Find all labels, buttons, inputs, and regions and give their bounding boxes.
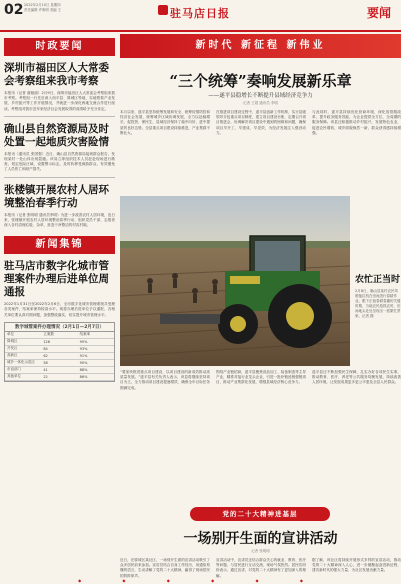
masthead-meta bbox=[24, 3, 61, 13]
tractor-photo bbox=[120, 196, 350, 366]
table-cell: 93% bbox=[79, 346, 88, 351]
bottom-headline[interactable]: 一场别开生面的宣讲活动 bbox=[183, 531, 338, 547]
photo-label: 农忙正当时 bbox=[355, 275, 401, 285]
table-cell: 高新区 bbox=[7, 353, 18, 358]
text-column-2: 在推进项目建设过程中，遂平县创新工作机制，实行县级领导分包重点项目制度，建立项目建设台账，定期召开项目推进会，协调解决项目建设中遇到的困难和问题，确保项目早开工、早建成、早见效，为经济发展注入强劲动力。 bbox=[216, 110, 306, 135]
slogan-banner: 新时代 新征程 新伟业 bbox=[120, 34, 401, 58]
photo-side-caption bbox=[355, 196, 401, 366]
special-bar bbox=[120, 507, 401, 521]
table-cell: 开发区 bbox=[7, 346, 18, 351]
masthead-editor: 责任编辑 许明明 美编 王 bbox=[24, 8, 62, 12]
text-column-1: 本月以来，遂平县坚持统筹发展和安全、统筹疫情防控和经济社会发展、统筹城乡区域协调发展，全力以赴稳增长、促投资、保民生，县域经济保持了稳中向好、进中提质的良好态势。全县重点项目建设持续推进，产业集群不断壮大。 bbox=[120, 110, 210, 135]
table-row bbox=[5, 339, 114, 346]
table-cell: 其他单位 bbox=[7, 374, 21, 379]
table-cell: 62 bbox=[43, 353, 48, 358]
main-headline[interactable]: “三个统筹”奏响发展新乐章 bbox=[169, 72, 352, 90]
table-cell: 126 bbox=[43, 339, 51, 344]
news-banner: 新闻集锦 bbox=[4, 236, 115, 254]
photo-caption: 2月8日，确山县某村农民驾驶拖拉机在田间进行春耕作业。眼下正值春耕春播的关键时期，当地农民抢抓农时，田间地头处处呈现出一派繁忙景象。记者 摄 bbox=[355, 289, 401, 318]
news-body: 2022年1月31日至2022年2月6日，全市数字化城市管理系统共受理各类案件，结案率保持较高水平。现将办理后进单位予以通报，各相关单位要认真对照问题，加强整改落实，切实提升城市管理水平。 bbox=[4, 302, 115, 317]
tractor-photo-illustration bbox=[120, 196, 350, 366]
table-cell: 市直部门 bbox=[7, 367, 21, 372]
text-column-5: 围绕产业链招商，遂平县聚焦食品加工、装备制造等主导产业，精准对接行业龙头企业，引进一批补链延链强链项目，推动产业集群化发展，增强县域经济核心竞争力。 bbox=[216, 370, 306, 385]
section-banner: 时政要闻 bbox=[4, 38, 115, 56]
page-number: 02 bbox=[4, 2, 24, 18]
table-cell: 95% bbox=[79, 339, 88, 344]
text-column-4: “要加快推进重点项目建设，以项目建设的新成效推动高质量发展。”遂平县有关负责人表示，该县将继续坚持项目为王，全力推动项目建设提速增效，确保全年目标任务圆满完成。 bbox=[120, 370, 210, 390]
masthead-date: 2022年2月10日 星期四 bbox=[24, 3, 61, 7]
divider bbox=[4, 177, 115, 178]
table-cell: 22 bbox=[43, 374, 48, 379]
table-row bbox=[5, 374, 114, 381]
table-cell: 90% bbox=[79, 360, 88, 365]
paper-logo-icon bbox=[158, 5, 168, 15]
paper-name: 驻马店日报 bbox=[170, 7, 230, 20]
bottom-byline: 记者 张明明 bbox=[251, 549, 270, 553]
left-column bbox=[2, 34, 117, 584]
table-row bbox=[5, 360, 114, 367]
table-row bbox=[5, 353, 114, 360]
table-cell: 41 bbox=[43, 367, 48, 372]
table-cell: 驿城区 bbox=[7, 339, 18, 344]
article-headline-2[interactable]: 确山县自然资源局及时处置一起地质灾害险情 bbox=[4, 122, 109, 148]
text-column-6: 遂平县还不断加强民生保障，扎实办好各项民生实事，推动教育、医疗、养老等公共服务均衡发展，持续改善人居环境，让发展成果更多更公平惠及全县人民群众。 bbox=[312, 370, 401, 385]
article-headline-1[interactable]: 深圳市福田区人大常委会考察组来我市考察 bbox=[4, 62, 109, 87]
article-body-1: 本报讯（记者 谢娅丽）2月9日，深圳市福田区人大常委会考察组来我市考察。考察组一行先后深入西平县、驿城区等地，实地察看产业发展、乡村振兴等工作开展情况，并就进一步深化两地交流合作进行座谈。考察组对我市近年来经济社会发展取得的成绩给予充分肯定。 bbox=[4, 91, 115, 111]
main-subhead: ——遂平县稳增长不断提升县域经济竞争力 bbox=[208, 93, 313, 99]
table-cell: 立案数 bbox=[43, 332, 54, 337]
news-headline[interactable]: 驻马店市数字化城市管理案件办理后进单位周通报 bbox=[4, 260, 109, 299]
masthead bbox=[0, 0, 401, 32]
table-cell: 84 bbox=[43, 346, 48, 351]
divider bbox=[4, 116, 115, 117]
table-title: 数字城管案件办理情况（2月1日—2月7日） bbox=[5, 323, 114, 332]
table-row bbox=[5, 346, 114, 353]
text-column-7: 近日，在驿城区某社区，一场别开生面的宣讲活动吸引了众多居民前来参加。宣讲员结合自身工作经历，用通俗易懂的语言，生动讲解了党的二十大精神，赢得了现场居民的阵阵掌声。 bbox=[120, 558, 210, 578]
text-column-9: 据了解，该社区将持续开展形式多样的宣讲活动，推动党的二十大精神深入人心，进一步凝聚起奋进新征程、建功新时代的强大力量，为社区发展贡献力量。 bbox=[312, 558, 401, 573]
table-cell: 结案率 bbox=[79, 332, 91, 337]
article-headline-3[interactable]: 张楼镇开展农村人居环境整治春季行动 bbox=[4, 183, 109, 209]
text-column-3: 与此同时，遂平县持续优化营商环境，深化放管服改革，提升政务服务效能，为企业提供全方位、全周期的服务保障。该县还积极推动乡村振兴，发展特色农业，促进农民增收，城乡面貌焕然一新，群众获得感持续增强。 bbox=[312, 110, 401, 135]
special-bar-label: 党的二十大精神进基层 bbox=[190, 507, 330, 521]
table-cell: 58 bbox=[43, 360, 48, 365]
main-byline: 记者 王超 通讯员 李明 bbox=[243, 101, 278, 105]
table-cell: 86% bbox=[79, 374, 88, 379]
table-row bbox=[5, 367, 114, 374]
table-cell: 单位 bbox=[7, 332, 14, 337]
text-column-8: 宣讲活动中，宣讲员还结合群众关心的就业、教育、医疗等问题，与居民进行互动交流，现场气氛热烈。居民们纷纷表示，通过宣讲，对党的二十大精神有了更加深入的理解。 bbox=[216, 558, 306, 578]
section-tag: 要闻 bbox=[366, 6, 391, 20]
table-cell: 88% bbox=[79, 367, 88, 372]
article-body-3: 本报讯（记者 张明明 通讯员李明）为进一步改善农村人居环境，连日来，张楼镇开展农村人居环境整治春季行动，组织党员干部、志愿者深入各村清理垃圾、杂草，营造干净整洁的村容村貌。 bbox=[4, 212, 115, 228]
right-column bbox=[120, 34, 401, 584]
article-body-2: 本报讯（通讯员 张国强）近日，确山县自然资源局接到群众报告，发现某村一处山体出现裂缝。该局立即组织技术人员赶赴现场进行勘查，划定危险区域，设置警示标志，及时转移受威胁群众，有效避免了人员伤亡和财产损失。 bbox=[4, 151, 115, 172]
table-row bbox=[5, 332, 114, 339]
table-cell: 城乡一体化示范区 bbox=[7, 360, 35, 365]
data-table bbox=[4, 322, 115, 382]
footer-ornament: ◆ ◆ ◆ ◆ ◆ ◆ bbox=[78, 578, 323, 583]
table-cell: 91% bbox=[79, 353, 88, 358]
